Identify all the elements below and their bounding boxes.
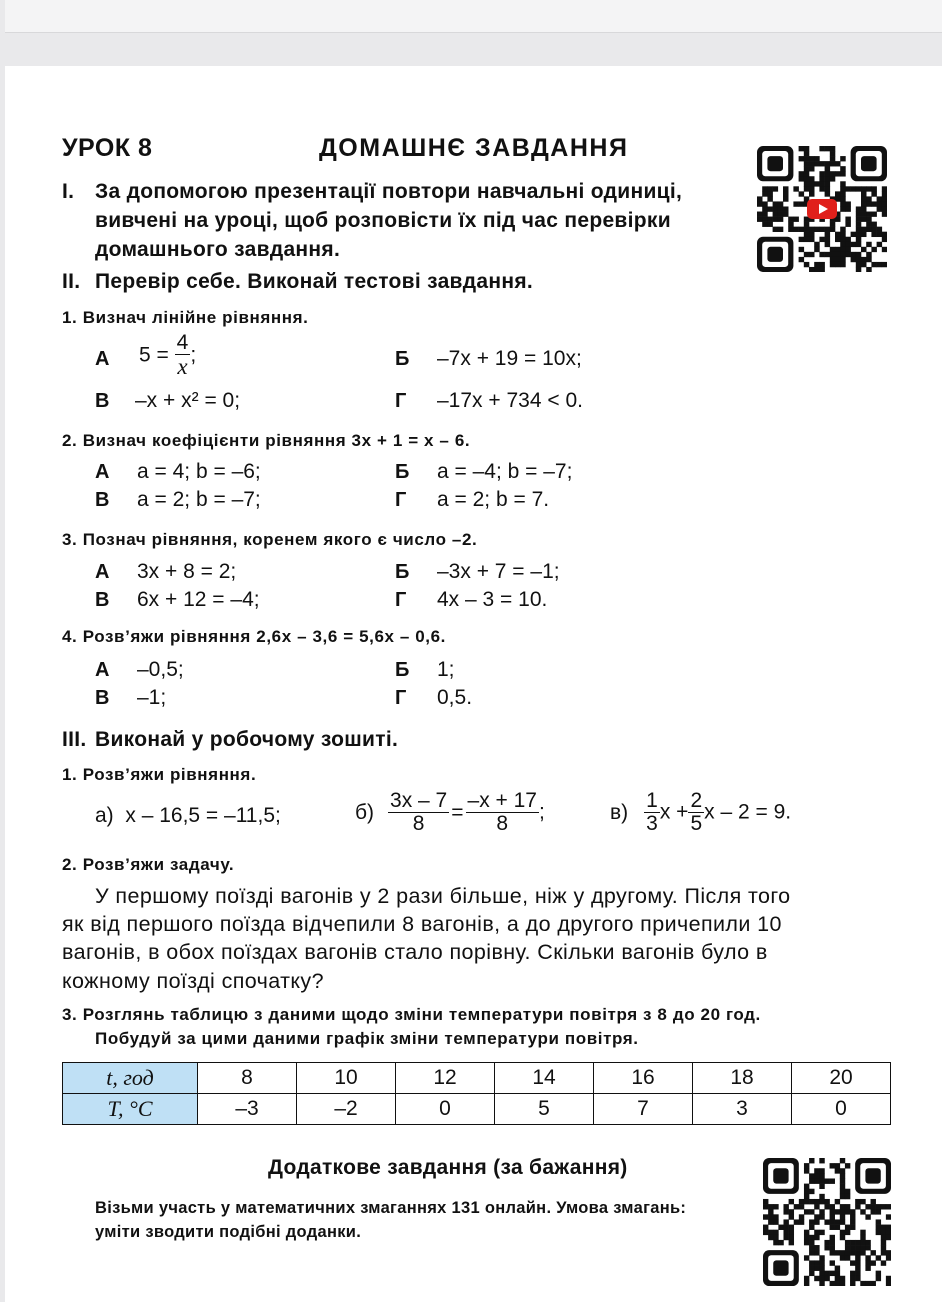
table-cell: 18 [693,1063,792,1094]
option-label: Г [395,687,407,709]
table-cell: 7 [594,1094,693,1125]
table-cell: 14 [495,1063,594,1094]
extra-task-text: уміти зводити подібні доданки. [95,1223,362,1241]
extra-task-title: Додаткове завдання (за бажання) [268,1156,628,1179]
fraction-numerator: 2 [690,789,703,812]
fraction [644,790,660,835]
equation-part: x + [659,800,689,824]
table-header-cell: t, год [63,1063,198,1094]
equals-sign: = [451,800,464,824]
option-label: В [95,687,110,709]
option-text: 4x – 3 = 10. [437,588,548,611]
fraction [175,332,191,379]
section-1-line: вивчені на уроці, щоб розповісти їх під час перевірки [95,209,671,232]
section-2-number: II. [62,270,81,293]
table-cell: 16 [594,1063,693,1094]
fraction-denominator: 5 [690,812,703,836]
section-1-line: домашнього завдання. [95,238,341,261]
task-question: 3. Розглянь таблицю з даними щодо зміни температури повітря з 8 до 20 год. [62,1005,761,1024]
test-question: 1. Визнач лінійне рівняння. [62,308,309,327]
test-question: 4. Розв’яжи рівняння 2,6x – 3,6 = 5,6x – 0,6. [62,627,447,646]
option-text: –1; [137,686,167,709]
option-text: a = –4; b = –7; [437,460,573,483]
option-label: Б [395,561,410,583]
table-cell: 3 [693,1094,792,1125]
fraction [388,790,449,835]
option-label: Г [395,390,407,412]
equation-b [355,790,545,835]
option-text: –0,5; [137,658,184,681]
option-text [139,332,196,379]
equation-part: x – 2 = 9. [704,800,792,824]
problem-text-line: як від першого поїзда відчепили 8 вагонів, а до другого причепили 10 [62,912,782,936]
option-text: –3x + 7 = –1; [437,560,560,583]
fraction [466,790,539,835]
option-label: Г [395,489,407,511]
option-text: 3x + 8 = 2; [137,560,237,583]
problem-text-line: вагонів, в обох поїздах вагонів стало порівну. Скільки вагонів було в [62,940,768,964]
qr-code-icon [763,1158,891,1286]
problem-text-line: У першому поїзді вагонів у 2 рази більше, ніж у другому. Після того [95,884,791,908]
table-header-cell: T, °C [63,1094,198,1125]
table-cell: 10 [297,1063,396,1094]
temperature-table [62,1062,891,1125]
equation-label: а) [95,804,114,827]
option-text: a = 4; b = –6; [137,460,261,483]
option-text-post: ; [190,343,197,367]
fraction-denominator: 8 [412,812,425,836]
option-label: А [95,348,110,370]
table-cell: 12 [396,1063,495,1094]
section-2-title: Перевір себе. Виконай тестові завдання. [95,270,534,293]
equation-a [95,804,281,828]
section-3-title: Виконай у робочому зошиті. [95,728,399,751]
option-label: Г [395,589,407,611]
option-text: –17x + 734 < 0. [437,389,583,412]
table-row [63,1063,891,1094]
equation-label: б) [355,800,375,824]
option-text: –x + x² = 0; [135,389,241,412]
task-question: 2. Розв’яжи задачу. [62,855,235,874]
equation-end: ; [539,800,545,824]
page-title: ДОМАШНЄ ЗАВДАННЯ [319,134,629,162]
option-label: В [95,589,110,611]
table-cell: 8 [198,1063,297,1094]
table-cell: 20 [792,1063,891,1094]
lesson-label: УРОК 8 [62,134,153,162]
option-text: 6x + 12 = –4; [137,588,260,611]
fraction-denominator: 3 [646,812,658,836]
test-question: 2. Визнач коефіцієнти рівняння 3x + 1 = x – 6. [62,431,471,450]
section-1-number: I. [62,180,75,203]
fraction [688,790,704,835]
option-label: В [95,489,110,511]
option-label: В [95,390,110,412]
option-text: a = 2; b = –7; [137,488,261,511]
fraction-numerator: 4 [176,331,189,354]
test-question: 3. Познач рівняння, коренем якого є число –2. [62,530,478,549]
table-row [63,1094,891,1125]
fraction-numerator: –x + 17 [467,789,537,812]
browser-top-bar [5,0,942,33]
option-label: Б [395,348,410,370]
qr-code-youtube[interactable] [757,146,887,272]
youtube-icon [807,199,837,219]
extra-task-text: Візьми участь у математичних змаганнях 131 онлайн. Умова змагань: [95,1199,687,1217]
equation-c [610,790,791,835]
fraction-denominator: x [177,354,188,380]
option-text-pre: 5 = [139,343,169,367]
task-question: Побудуй за цими даними графік зміни температури повітря. [95,1029,639,1048]
fraction-numerator: 1 [646,789,658,812]
option-text: –7x + 19 = 10x; [437,347,582,370]
section-3-number: III. [62,728,87,751]
table-cell: –3 [198,1094,297,1125]
equation-text: x – 16,5 = –11,5; [125,804,281,827]
equation-label: в) [610,800,629,824]
option-text: a = 2; b = 7. [437,488,550,511]
table-cell: 0 [396,1094,495,1125]
fraction-numerator: 3x – 7 [390,789,448,812]
section-1-line: За допомогою презентації повтори навчальні одиниці, [95,180,683,203]
table-cell: 5 [495,1094,594,1125]
option-text: 0,5. [437,686,473,709]
option-text: 1; [437,658,455,681]
option-label: А [95,561,110,583]
qr-code-contest[interactable] [763,1158,891,1286]
option-label: Б [395,461,410,483]
table-cell: 0 [792,1094,891,1125]
table-cell: –2 [297,1094,396,1125]
fraction-denominator: 8 [496,812,509,836]
option-label: А [95,461,110,483]
option-label: А [95,659,110,681]
option-label: Б [395,659,410,681]
problem-text-line: кожному поїзді спочатку? [62,969,324,993]
task-question: 1. Розв’яжи рівняння. [62,765,257,784]
